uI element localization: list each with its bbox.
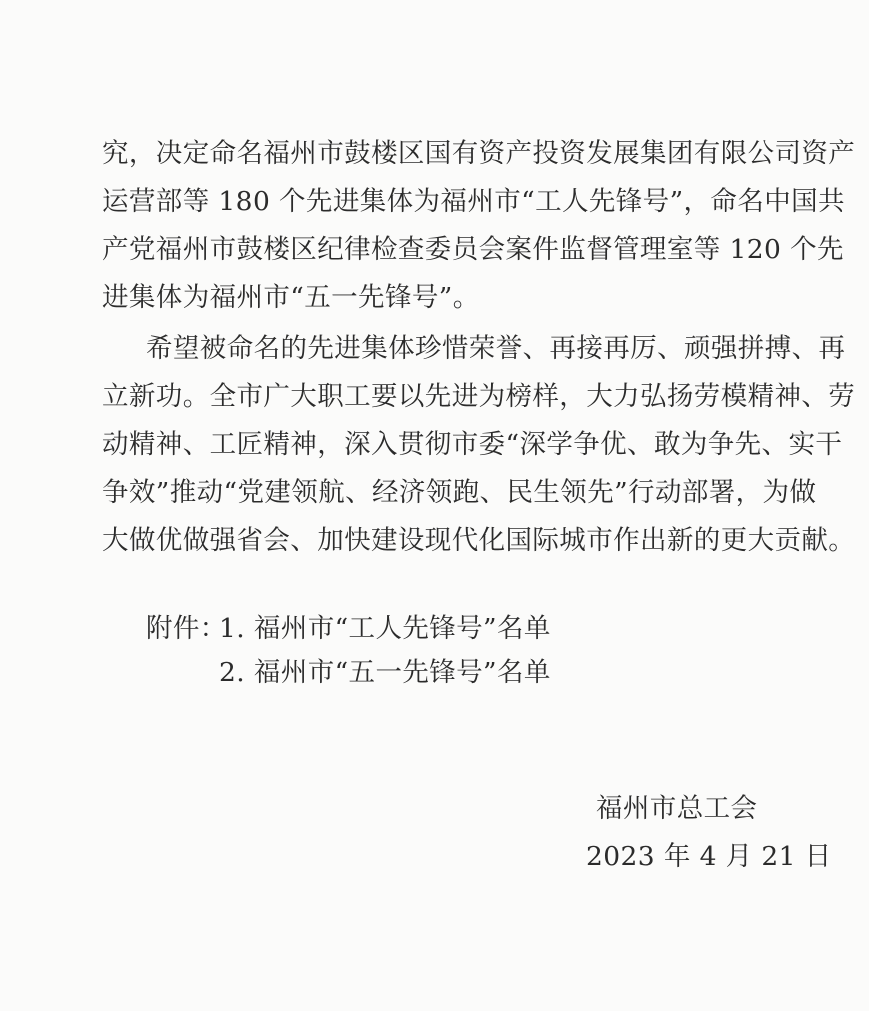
attachment-item-1: 1. 福州市“工人先锋号”名单 (219, 613, 551, 644)
paragraph-1-line-4: 进集体为福州市“五一先锋号”。 (102, 282, 480, 313)
paragraph-2-line-1: 希望被命名的先进集体珍惜荣誉、再接再厉、顽强拼搏、再 (146, 333, 846, 364)
paragraph-2-line-3: 动精神、工匠精神，深入贯彻市委“深学争优、敢为争先、实干 (102, 429, 843, 460)
paragraph-1-line-3: 产党福州市鼓楼区纪律检查委员会案件监督管理室等 120 个先 (102, 234, 844, 265)
paragraph-2-line-2: 立新功。全市广大职工要以先进为榜样，大力弘扬劳模精神、劳 (102, 381, 856, 412)
attachments-label: 附件： (146, 613, 227, 644)
attachment-item-2: 2. 福州市“五一先锋号”名单 (219, 657, 551, 688)
paragraph-1-line-2: 运营部等 180 个先进集体为福州市“工人先锋号”，命名中国共 (102, 186, 845, 217)
paragraph-2-line-5: 大做优做强省会、加快建设现代化国际城市作出新的更大贡献。 (102, 525, 856, 556)
paragraph-1-line-1: 究，决定命名福州市鼓楼区国有资产投资发展集团有限公司资产 (102, 138, 856, 169)
signature-date: 2023 年 4 月 21 日 (586, 841, 832, 872)
paragraph-2-line-4: 争效”推动“党建领航、经济领跑、民生领先”行动部署，为做 (102, 477, 817, 508)
signature-organization: 福州市总工会 (596, 793, 758, 824)
